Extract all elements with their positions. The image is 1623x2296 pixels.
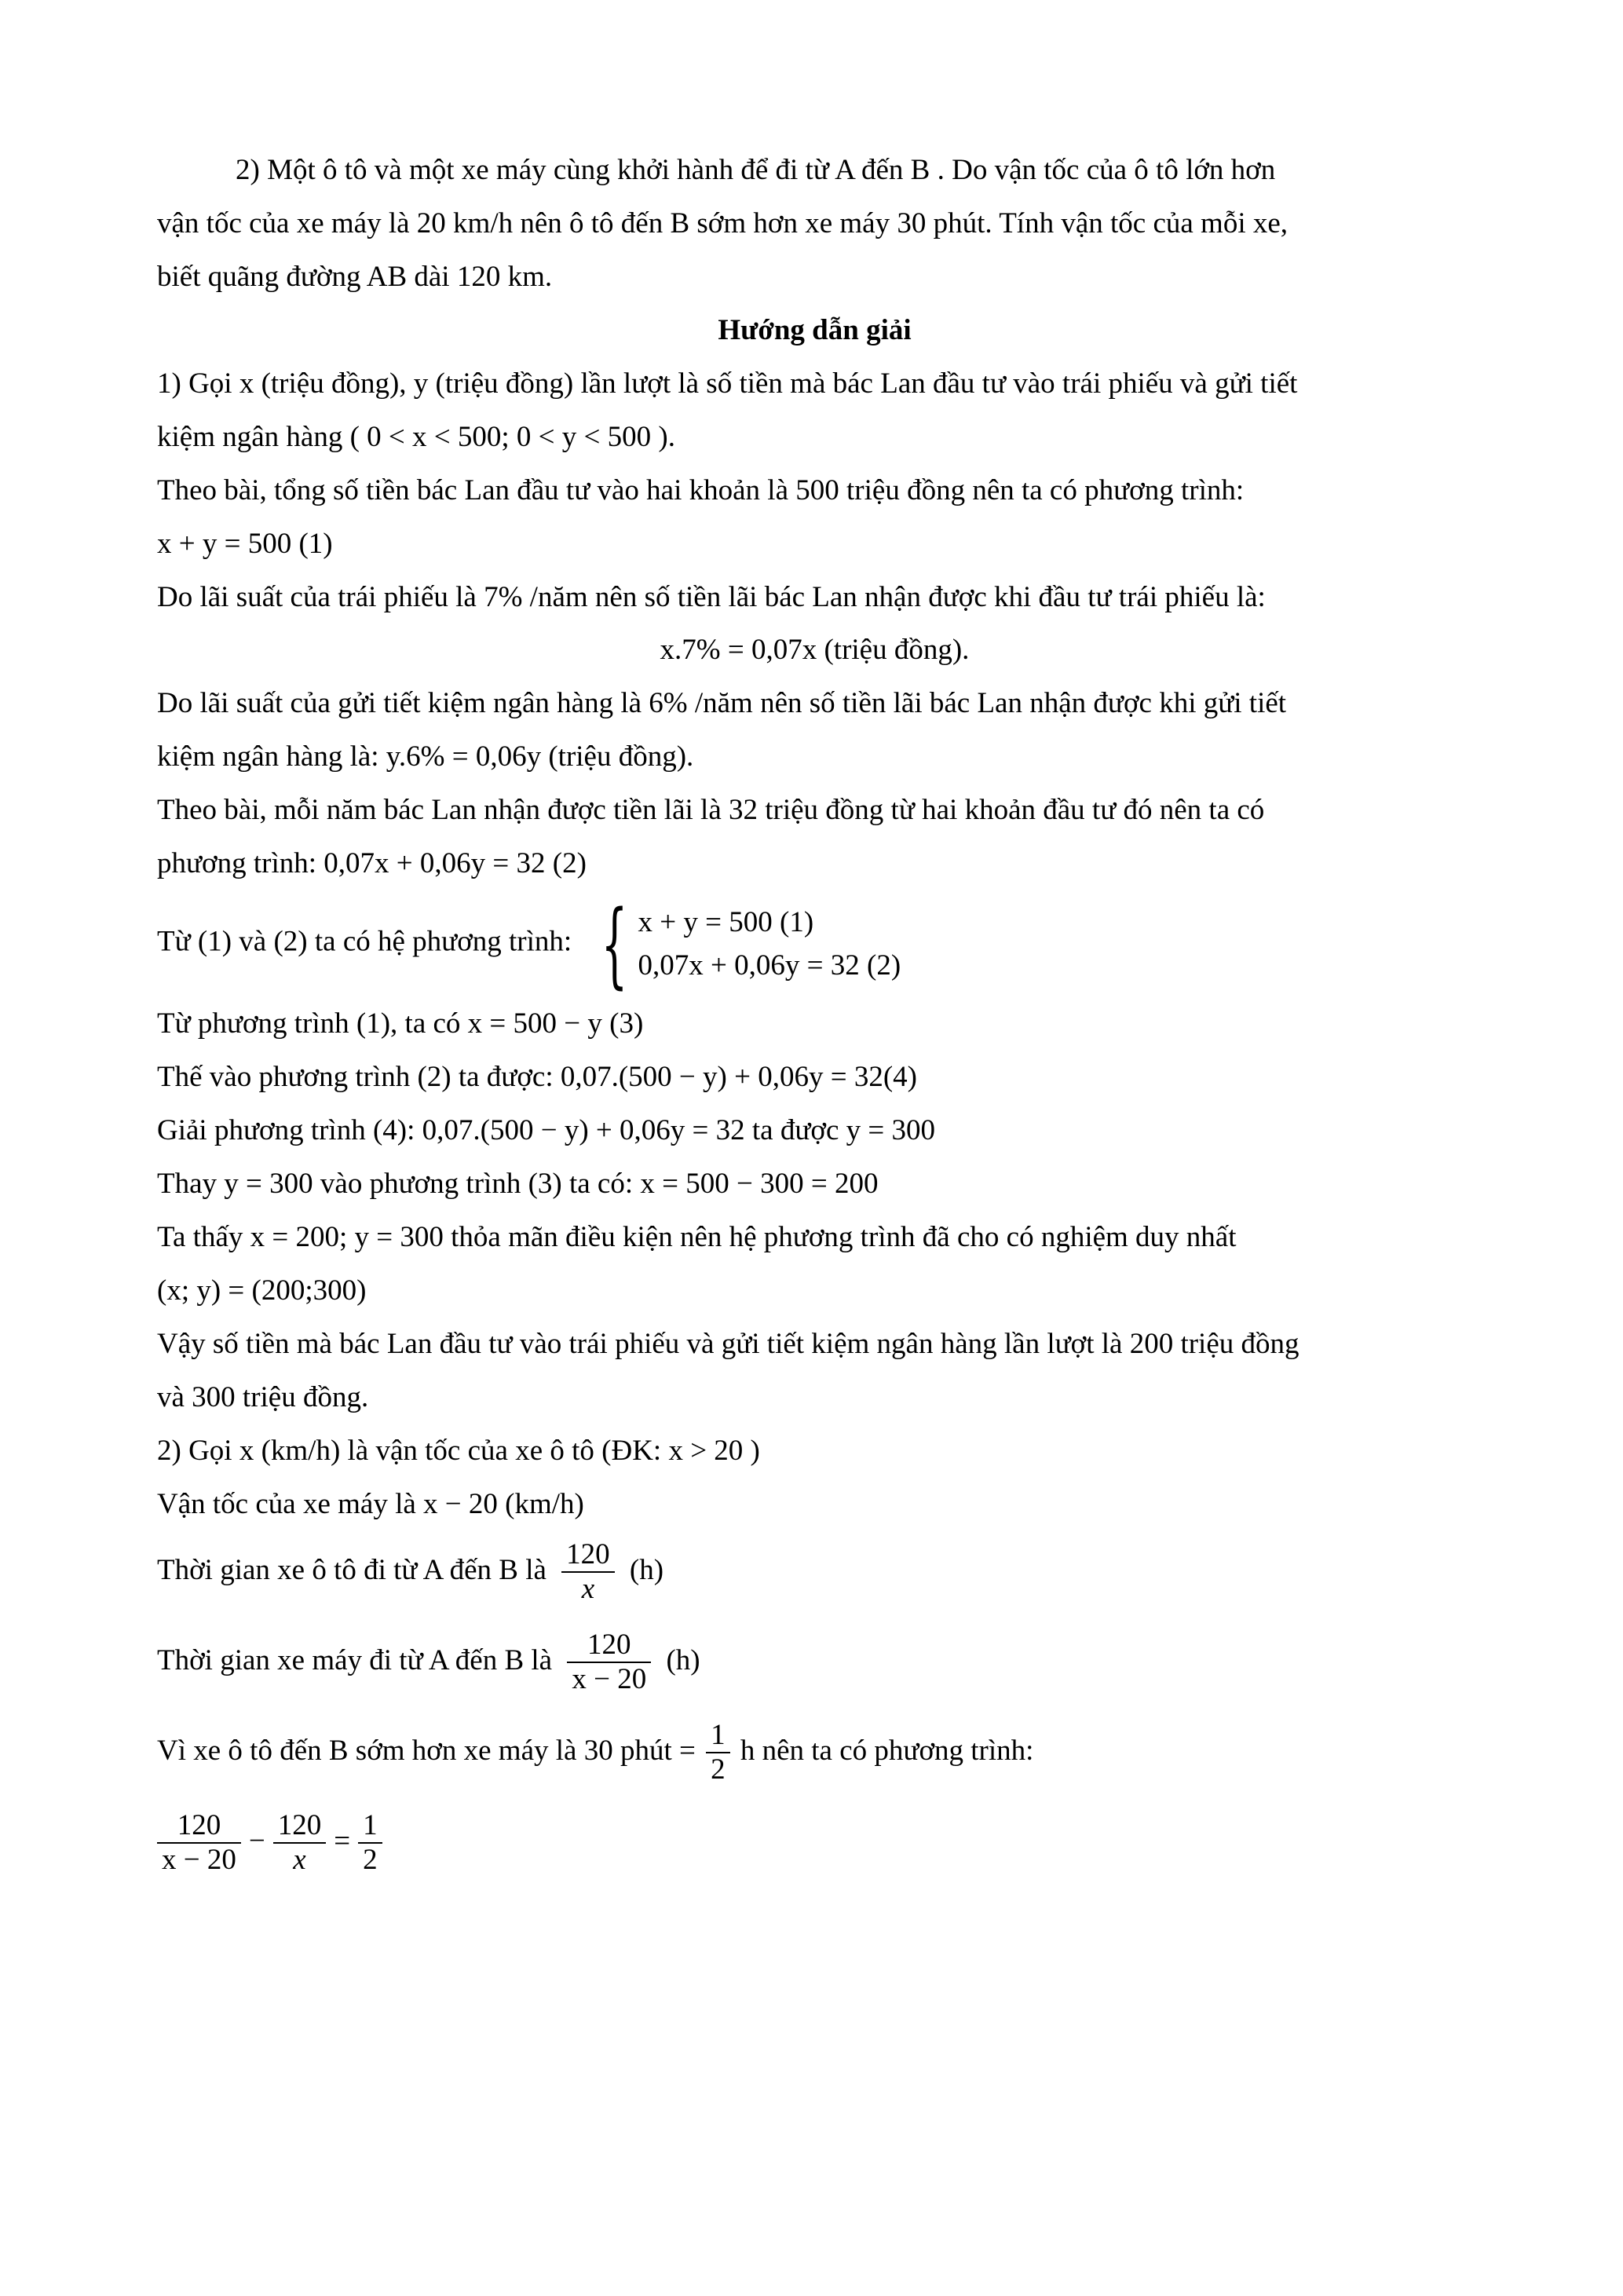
- eq-fraction-1: [157, 1809, 241, 1877]
- sol1-line-15: Ta thấy x = 200; y = 300 thỏa mãn điều kiện nên hệ phương trình đã cho có nghiệm duy nhất: [157, 1220, 1237, 1253]
- sol1-line-13: Giải phương trình (4): 0,07.(500 − y) + 0,06y = 32 ta được y = 300: [157, 1114, 935, 1146]
- sol1-line-11: Từ phương trình (1), ta có x = 500 − y (3): [157, 1007, 644, 1040]
- document-page: [157, 151, 1472, 1877]
- fraction-denominator: x − 20: [572, 1663, 647, 1696]
- fraction-denominator: 2: [363, 1844, 378, 1877]
- sol1-line-14: Thay y = 300 vào phương trình (3) ta có: x = 500 − 300 = 200: [157, 1167, 879, 1200]
- sol1-line-2: kiệm ngân hàng ( 0 < x < 500; 0 < y < 500 ).: [157, 420, 675, 453]
- eq-minus: −: [248, 1824, 265, 1857]
- sol2-since-line: [157, 1719, 1472, 1787]
- sol1-line-17: Vậy số tiền mà bác Lan đầu tư vào trái phiếu và gửi tiết kiệm ngân hàng lần lượt là 200 triệu đồng: [157, 1327, 1299, 1360]
- time-car-unit: (h): [629, 1553, 664, 1586]
- fraction-denominator: x − 20: [162, 1844, 236, 1877]
- solution-heading: Hướng dẫn giải: [718, 313, 912, 346]
- sol1-line-9: Theo bài, mỗi năm bác Lan nhận được tiền lãi là 32 triệu đồng từ hai khoản đầu tư đó nên ta có: [157, 794, 1265, 827]
- system-intro: Từ (1) và (2) ta có hệ phương trình:: [157, 925, 572, 958]
- sol1-line-8: kiệm ngân hàng là: y.6% = 0,06y (triệu đồng).: [157, 740, 694, 773]
- time-car-label: Thời gian xe ô tô đi từ A đến B là: [157, 1553, 546, 1586]
- system-lines: [638, 901, 901, 988]
- sol1-line-18: và 300 triệu đồng.: [157, 1380, 369, 1413]
- eq-equals: =: [334, 1824, 351, 1857]
- fraction-numerator: 120: [157, 1809, 241, 1844]
- eq-fraction-2: [273, 1809, 327, 1877]
- sol1-line-12: Thế vào phương trình (2) ta được: 0,07.(500 − y) + 0,06y = 32(4): [157, 1061, 917, 1094]
- eq-fraction-3: [358, 1809, 382, 1877]
- half-hour-fraction: [706, 1719, 730, 1787]
- sol1-equation-1: x + y = 500 (1): [157, 527, 333, 560]
- fraction-denominator: 2: [711, 1753, 726, 1786]
- equation-system: [585, 890, 901, 999]
- fraction-numerator: 120: [567, 1629, 651, 1664]
- sol1-line-5: Do lãi suất của trái phiếu là 7% /năm nên số tiền lãi bác Lan nhận được khi đầu tư trái phiếu là:: [157, 580, 1266, 613]
- system-eq-1: x + y = 500 (1): [638, 905, 814, 938]
- fraction-numerator: 1: [358, 1809, 382, 1844]
- fraction-numerator: 120: [273, 1809, 327, 1844]
- fraction-numerator: 120: [561, 1538, 615, 1574]
- since-prefix: Vì xe ô tô đến B sớm hơn xe máy là 30 phút =: [157, 1734, 696, 1767]
- fraction-denominator: x: [293, 1844, 306, 1877]
- sol2-time-bike: [157, 1629, 1472, 1697]
- sol1-line-7: Do lãi suất của gửi tiết kiệm ngân hàng là 6% /năm nên số tiền lãi bác Lan nhận được khi gửi tiết: [157, 687, 1287, 720]
- sol2-line-2: Vận tốc của xe máy là x − 20 (km/h): [157, 1487, 584, 1520]
- sol1-line-1: 1) Gọi x (triệu đồng), y (triệu đồng) lần lượt là số tiền mà bác Lan đầu tư vào trái phiếu và gửi tiết: [157, 367, 1298, 400]
- sol1-bond-interest: x.7% = 0,07x (triệu đồng).: [660, 634, 970, 667]
- system-eq-2: 0,07x + 0,06y = 32 (2): [638, 949, 901, 982]
- sol2-final-equation: [157, 1809, 1472, 1877]
- time-bike-label: Thời gian xe máy đi từ A đến B là: [157, 1643, 553, 1676]
- since-suffix: h nên ta có phương trình:: [740, 1734, 1034, 1767]
- fraction-numerator: 1: [706, 1719, 730, 1754]
- brace-symbol: {: [601, 890, 628, 999]
- sol1-line-16: (x; y) = (200;300): [157, 1274, 367, 1307]
- problem-2-line-1: 2) Một ô tô và một xe máy cùng khởi hành để đi từ A đến B . Do vận tốc của ô tô lớn hơn: [236, 154, 1276, 186]
- sol1-line-10: phương trình: 0,07x + 0,06y = 32 (2): [157, 847, 587, 880]
- sol2-line-1: 2) Gọi x (km/h) là vận tốc của xe ô tô (ĐK: x > 20 ): [157, 1434, 760, 1467]
- fraction-denominator: x: [581, 1573, 595, 1606]
- time-bike-fraction: [567, 1629, 651, 1697]
- sol1-system: [157, 890, 1472, 999]
- problem-2-line-2: vận tốc của xe máy là 20 km/h nên ô tô đến B sớm hơn xe máy 30 phút. Tính vận tốc của mỗi xe,: [157, 207, 1289, 239]
- time-bike-unit: (h): [666, 1643, 700, 1676]
- time-car-fraction: [561, 1538, 615, 1607]
- sol2-time-car: [157, 1538, 1472, 1607]
- sol1-line-3: Theo bài, tổng số tiền bác Lan đầu tư vào hai khoản là 500 triệu đồng nên ta có phương trình:: [157, 473, 1245, 506]
- problem-2-line-3: biết quãng đường AB dài 120 km.: [157, 260, 553, 293]
